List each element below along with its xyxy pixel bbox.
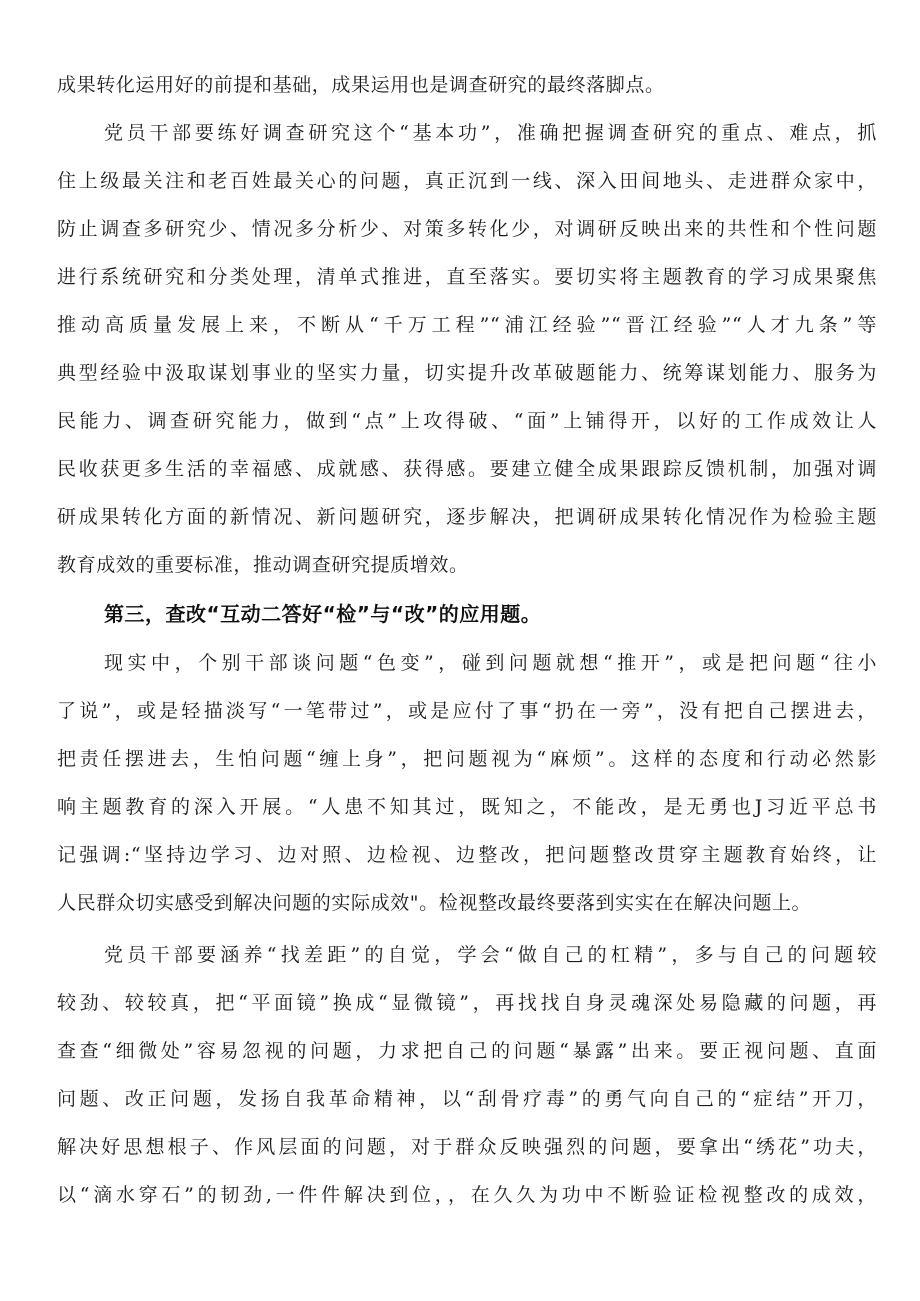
- paragraph-line: 进行系统研究和分类处理，清单式推进，直至落实。要切实将主题教育的学习成果聚焦: [57, 266, 877, 288]
- paragraph-line: 响主题教育的深入开展。“人患不知其过，既知之，不能改，是无勇也J习近平总书: [57, 796, 877, 818]
- paragraph-line: 现实中，个别干部谈问题“色变”，碰到问题就想“推开”，或是把问题“往小: [104, 652, 877, 674]
- paragraph-line: 以“滴水穿石”的韧劲,一件件解决到位，，在久久为功中不断验证检视整改的成效，: [57, 1184, 877, 1206]
- paragraph-line: 防止调查多研究少、情况多分析少、对策多转化少，对调研反映出来的共性和个性问题: [57, 218, 877, 240]
- paragraph-line: 研成果转化方面的新情况、新问题研究，逐步解决，把调研成果转化情况作为检验主题: [57, 506, 877, 528]
- paragraph-line: 民收获更多生活的幸福感、成就感、获得感。要建立健全成果跟踪反馈机制，加强对调: [57, 458, 877, 480]
- paragraph-line: 了说”，或是轻描淡写“一笔带过”，或是应付了事“扔在一旁”，没有把自己摆进去，: [57, 700, 877, 722]
- paragraph-line: 教育成效的重要标准，推动调查研究提质增效。: [57, 554, 469, 576]
- section-heading: 第三，查改“互动二答好“检”与“改”的应用题。: [104, 602, 542, 626]
- paragraph-line: 住上级最关注和老百姓最关心的问题，真正沉到一线、深入田间地头、走进群众家中，: [57, 170, 877, 192]
- paragraph-line: 查查“细微处”容易忽视的问题，力求把自己的问题“暴露”出来。要正视问题、直面: [57, 1040, 877, 1062]
- paragraph-line: 问题、改正问题，发扬自我革命精神，以“刮骨疗毒”的勇气向自己的“症结”开刀，: [57, 1088, 877, 1110]
- paragraph-line: 人民群众切实感受到解决问题的实际成效"。检视整改最终要落到实实在在解决问题上。: [57, 892, 812, 914]
- paragraph-line: 民能力、调查研究能力，做到“点”上攻得破、“面”上铺得开，以好的工作成效让人: [57, 410, 877, 432]
- paragraph-line: 解决好思想根子、作风层面的问题，对于群众反映强烈的问题，要拿出“绣花”功夫，: [57, 1136, 877, 1158]
- paragraph-line: 典型经验中汲取谋划事业的坚实力量，切实提升改革破题能力、统筹谋划能力、服务为: [57, 362, 877, 384]
- paragraph-line: 党员干部要练好调查研究这个“基本功”，准确把握调查研究的重点、难点，抓: [104, 122, 877, 144]
- paragraph-line: 记强调:“坚持边学习、边对照、边检视、边整改，把问题整改贯穿主题教育始终，让: [57, 844, 877, 866]
- paragraph-line: 推动高质量发展上来，不断从“千万工程”“浦江经验”“晋江经验”“人才九条”等: [57, 314, 877, 336]
- paragraph-line: 党员干部要涵养“找差距”的自觉，学会“做自己的杠精”，多与自己的问题较: [104, 944, 877, 966]
- paragraph-line: 把责任摆进去，生怕问题“缠上身”，把问题视为“麻烦”。这样的态度和行动必然影: [57, 748, 877, 770]
- paragraph-line: 较劲、较较真，把“平面镜”换成“显微镜”，再找找自身灵魂深处易隐藏的问题，再: [57, 992, 877, 1014]
- paragraph-line: 成果转化运用好的前提和基础，成果运用也是调查研究的最终落脚点。: [57, 74, 665, 96]
